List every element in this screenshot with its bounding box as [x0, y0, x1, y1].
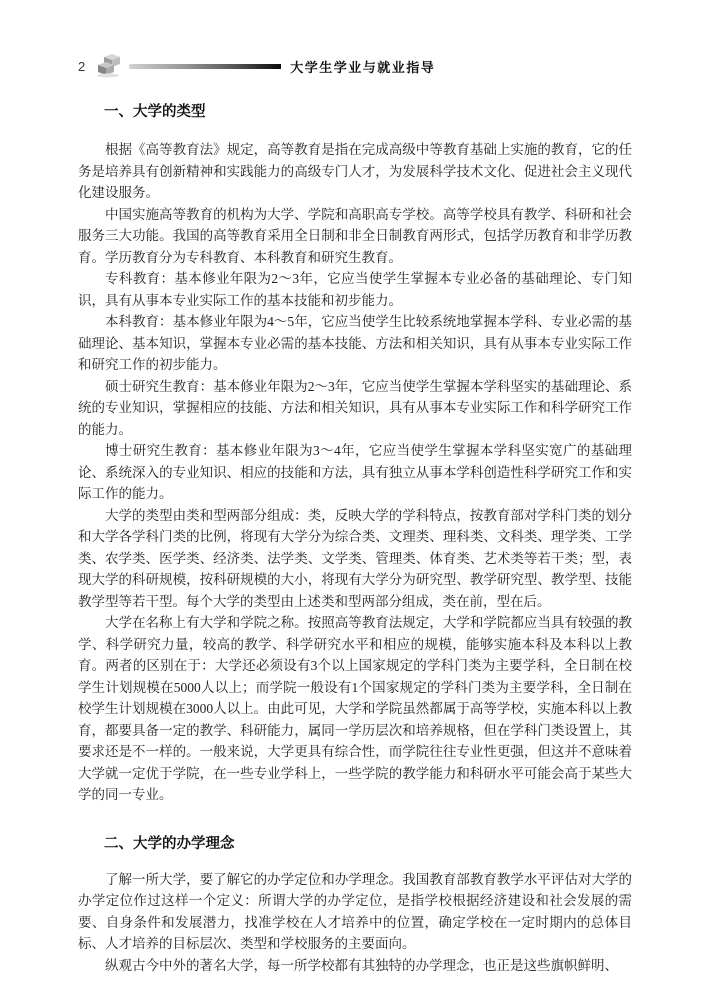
body-paragraph: 纵观古今中外的著名大学，每一所学校都有其独特的办学理念，也正是这些旗帜鲜明、 [105, 957, 618, 973]
cube-ornament-icon [95, 54, 125, 78]
body-paragraph: 硕士研究生教育：基本修业年限为2～3年，它应当使学生掌握本学科坚实的基础理论、系统的专业知识，掌握相应的技能、方法和相关知识，具有从事本专业实际工作和科学研究工作的能力。 [78, 378, 632, 437]
body-paragraph: 大学在名称上有大学和学院之称。按照高等教育法规定，大学和学院都应当具有较强的教学、科学研究力量，较高的教学、科学研究水平和相应的规模，能够实施本科及本科以上教育。两者的区别在于：大学还必须设有3个以上国家规定的学科门类为主要学科，全日制在校学生计划规模在5000人以上；而学院一般设有1个国家规定的学科门类为主要学科，全日制在校学生计划规模在3000人以上。由此可见，大学和学院虽然都属于高等学校，实施本科以上教育，都要具备一定的教学、科研能力，属同一学历层次和培养规格，但在学科门类设置上，其要求还是不一样的。一般来说，大学更具有综合性，而学院往往专业性更强，但这并不意味着大学就一定优于学院，在一些专业学科上，一些学院的教学能力和科研水平可能会高于某些大学的同一专业。 [78, 615, 632, 802]
body-paragraph: 根据《高等教育法》规定，高等教育是指在完成高级中等教育基础上实施的教育，它的任务是培养具有创新精神和实践能力的高级专门人才，为发展科学技术文化、促进社会主义现代化建设服务。 [78, 142, 632, 200]
running-head-title: 大学生学业与就业指导 [290, 59, 436, 75]
body-paragraph: 中国实施高等教育的机构为大学、学院和高职高专学校。高等学校具有教学、科研和社会服务三大功能。我国的高等教育采用全日制和非全日制教育两形式，包括学历教育和非学历教育。学历教育分为专科教育、本科教育和研究生教育。 [78, 206, 632, 265]
body-paragraph: 专科教育：基本修业年限为2～3年，它应当使学生掌握本专业必备的基础理论、专门知识，具有从事本专业实际工作的基本技能和初步能力。 [78, 271, 632, 308]
page-number: 2 [78, 58, 86, 74]
body-paragraph: 博士研究生教育：基本修业年限为3～4年，它应当使学生掌握本学科坚实宽广的基础理论、系统深入的专业知识、相应的技能和方法，具有独立从事本学科创造性科学研究工作和实际工作的能力。 [78, 443, 632, 501]
running-header [78, 54, 632, 78]
header-rule [129, 64, 281, 69]
section-heading-types-of-university: 一、大学的类型 [104, 104, 206, 120]
body-paragraph: 大学的类型由类和型两部分组成：类，反映大学的学科特点，按教育部对学科门类的划分和大学各学科门类的比例，将现有大学分为综合类、文理类、理科类、文科类、理学类、工学类、农学类、医学类、经济类、法学类、文学类、管理类、体育类、艺术类等若干类；型，表现大学的科研规模，按科研规模的大小，将现有大学分为研究型、教学研究型、教学型、技能教学型等若干型。每个大学的类型由上述类和型两部分组成，类在前，型在后。 [78, 507, 632, 609]
body-paragraph: 了解一所大学，要了解它的办学定位和办学理念。我国教育部教育教学水平评估对大学的办学定位作过这样一个定义：所谓大学的办学定位，是指学校根据经济建设和社会发展的需要、自身条件和发展潜力，找准学校在人才培养中的位置，确定学校在一定时期内的总体目标、人才培养的目标层次、类型和学校服务的主要面向。 [78, 871, 632, 951]
section-heading-school-philosophy: 二、大学的办学理念 [104, 835, 235, 852]
body-paragraph: 本科教育：基本修业年限为4～5年，它应当使学生比较系统地掌握本学科、专业必需的基础理论、基本知识，掌握本专业必需的基本技能、方法和相关知识，具有从事本专业实际工作和研究工作的初步能力。 [78, 314, 632, 372]
